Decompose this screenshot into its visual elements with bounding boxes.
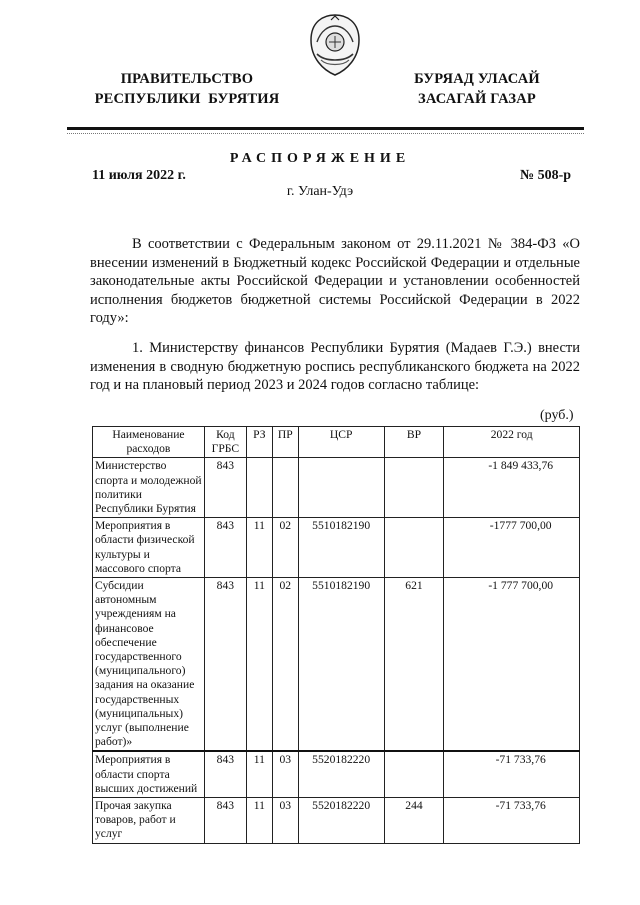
document-title: РАСПОРЯЖЕНИЕ [229, 151, 411, 166]
header-pr: ПР [272, 427, 298, 458]
document-city: г. Улан-Удэ [286, 184, 354, 199]
currency-unit: (руб.) [540, 408, 574, 423]
cell-amount: -71 733,76 [444, 751, 580, 797]
cell-name: Министерство спорта и молодежной политики Республики Бурятия [93, 458, 205, 518]
header-divider-dotted [67, 133, 584, 134]
cell-csr: 5510182190 [298, 518, 384, 578]
cell-grbs: 843 [204, 751, 246, 797]
cell-csr [298, 458, 384, 518]
cell-amount: -1777 700,00 [444, 518, 580, 578]
table-row [93, 578, 580, 752]
cell-name: Мероприятия в области спорта высших достижений [93, 751, 205, 797]
cell-amount: -1 777 700,00 [444, 578, 580, 752]
header-left-line2: РЕСПУБЛИКИ БУРЯТИЯ [94, 91, 280, 107]
cell-vr [384, 518, 444, 578]
cell-pr [272, 458, 298, 518]
cell-grbs: 843 [204, 518, 246, 578]
cell-rz: 11 [246, 798, 272, 844]
table-row [93, 458, 580, 518]
header-right-line2: ЗАСАГАЙ ГАЗАР [418, 91, 536, 107]
header-name: Наименование расходов [93, 427, 205, 458]
cell-name: Прочая закупка товаров, работ и услуг [93, 798, 205, 844]
header-vr: ВР [384, 427, 444, 458]
cell-csr: 5520182220 [298, 798, 384, 844]
document-date: 11 июля 2022 г. [92, 168, 186, 183]
cell-vr [384, 751, 444, 797]
header-rz: РЗ [246, 427, 272, 458]
header-divider-thick [67, 127, 584, 130]
header-csr: ЦСР [298, 427, 384, 458]
cell-name: Субсидии автономным учреждениям на финансовое обеспечение государственного (муниципального) задания на оказание государственных (муниципальных) услуг (выполнение работ)» [93, 578, 205, 752]
document-number: № 508-р [520, 168, 572, 183]
header-left-line1: ПРАВИТЕЛЬСТВО [120, 71, 254, 87]
cell-vr [384, 458, 444, 518]
coat-of-arms-icon [307, 12, 363, 78]
cell-pr: 03 [272, 798, 298, 844]
cell-pr: 03 [272, 751, 298, 797]
cell-amount: -71 733,76 [444, 798, 580, 844]
table-row [93, 518, 580, 578]
cell-rz [246, 458, 272, 518]
cell-amount: -1 849 433,76 [444, 458, 580, 518]
body-paragraph-2: 1. Министерству финансов Республики Бурятия (Мадаев Г.Э.) внести изменения в сводную бюджетную роспись республиканского бюджета на 2022 год и на плановый период 2023 и 2024 годов согласно таблице: [90, 340, 580, 394]
table-row [93, 751, 580, 797]
cell-name: Мероприятия в области физической культуры и массового спорта [93, 518, 205, 578]
table-row [93, 798, 580, 844]
body-paragraph-1: В соответствии с Федеральным законом от 29.11.2021 № 384-ФЗ «О внесении изменений в Бюджетный кодекс Российской Федерации и отдельные законодательные акты Российской Федерации и установлении особенностей исполнения бюджетов бюджетной системы Российской Федерации в 2022 году»: [90, 236, 580, 327]
cell-grbs: 843 [204, 458, 246, 518]
cell-rz: 11 [246, 578, 272, 752]
cell-csr: 5510182190 [298, 578, 384, 752]
budget-table [92, 426, 580, 844]
header-right-line1: БУРЯАД УЛАСАЙ [414, 71, 540, 87]
header-year: 2022 год [444, 427, 580, 458]
cell-rz: 11 [246, 518, 272, 578]
cell-rz: 11 [246, 751, 272, 797]
cell-pr: 02 [272, 518, 298, 578]
cell-vr: 621 [384, 578, 444, 752]
government-name-russian [82, 69, 292, 109]
table-header-row [93, 427, 580, 458]
government-name-buryat [402, 69, 552, 109]
cell-grbs: 843 [204, 798, 246, 844]
header-grbs: Код ГРБС [204, 427, 246, 458]
cell-vr: 244 [384, 798, 444, 844]
cell-csr: 5520182220 [298, 751, 384, 797]
cell-pr: 02 [272, 578, 298, 752]
cell-grbs: 843 [204, 578, 246, 752]
